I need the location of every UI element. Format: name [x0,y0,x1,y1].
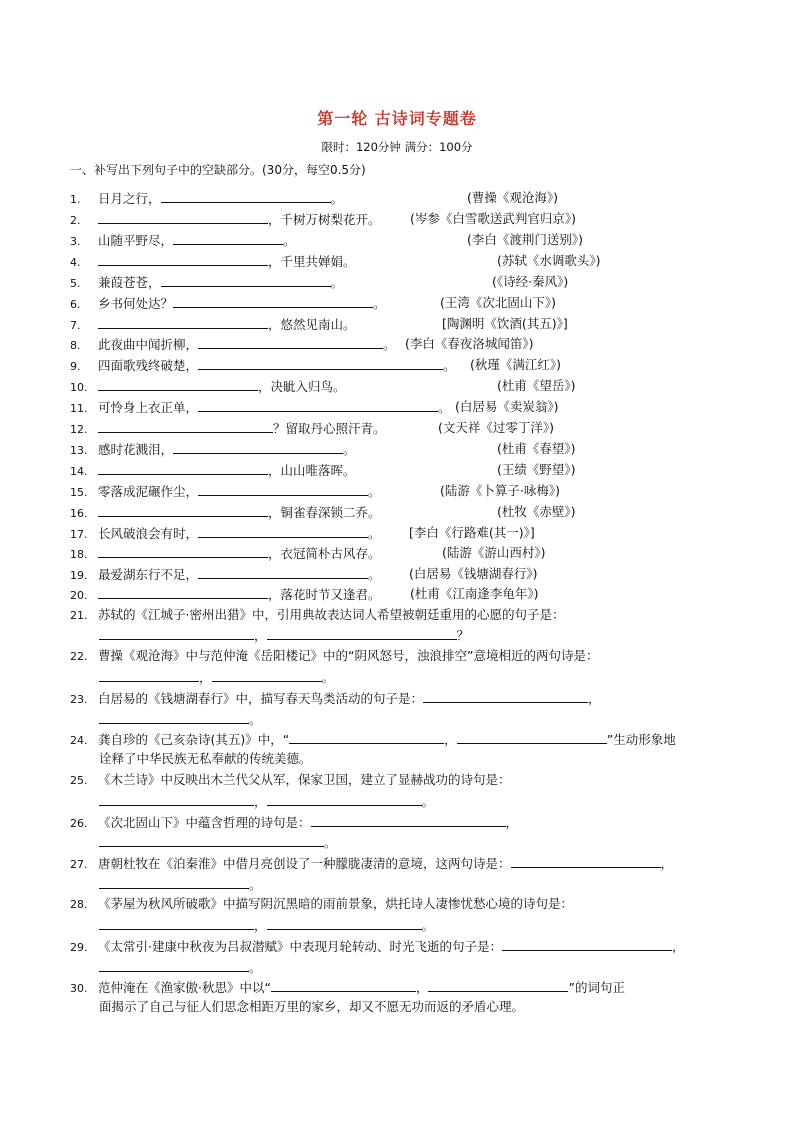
question-source: (李白《渡荆门送别》) [467,232,584,247]
question-number: 23. [70,693,88,706]
question-source: (杜牧《赤壁》) [497,504,576,519]
answer-blank[interactable] [198,397,438,412]
question-row [70,230,730,252]
answer-blank[interactable] [198,523,368,538]
question-prompt: 龚自珍的《己亥杂诗(其五)》中，“ [98,732,290,747]
answer-blank[interactable] [267,791,422,806]
question-number: 25. [70,774,88,787]
question-row [70,355,730,377]
question-number: 19. [70,569,88,582]
answer-blank[interactable] [98,251,268,266]
question-number: 14. [70,465,88,478]
question-prompt: 《茅屋为秋风所破歌》中描写阴沉黑暗的雨前景象，烘托诗人凄惨忧愁心境的诗句是： [98,896,574,911]
punctuation: ， [415,980,429,995]
question-continuation [99,957,262,978]
answer-blank[interactable] [99,874,249,889]
question-row [70,853,730,875]
punctuation: 。 [321,670,335,685]
answer-blank[interactable] [99,791,254,806]
punctuation: ， [588,691,601,706]
question-source: (秋瑾《满江红》) [470,357,562,372]
question-number: 18. [70,548,88,561]
question-prompt: 白居易的《钱塘湖春行》中，描写春天鸟类活动的句子是： [98,691,424,706]
answer-blank[interactable] [98,314,268,329]
question-number: 9. [70,360,81,373]
question-number: 12. [70,423,88,436]
question-row [70,977,730,999]
page-title: 第一轮 古诗词专题卷 [317,109,477,128]
question-text: ，决眦入归鸟。 [258,379,346,394]
question-text: 。 [438,400,451,415]
answer-blank[interactable] [98,418,273,433]
question-number: 24. [70,734,88,747]
question-number: 15. [70,486,88,499]
question-number: 27. [70,858,88,871]
question-source: (岑参《白雪歌送武判官归京》) [410,211,577,226]
question-text: 。 [443,358,456,373]
question-row [70,543,730,565]
question-number: 1. [70,193,81,206]
question-row [70,502,730,524]
question-text: 。 [368,526,381,541]
answer-blank[interactable] [289,729,444,744]
question-text: ，千里共婵娟。 [268,254,356,269]
question-text: ”的词句正 [568,980,625,995]
question-row [70,376,730,398]
question-source: (《诗经·秦风》) [492,274,569,289]
punctuation: 。 [421,918,435,933]
question-prompt: 《次北固山下》中蕴含哲理的诗句是： [98,815,311,830]
question-row [70,729,730,751]
answer-blank[interactable] [198,355,443,370]
question-number: 22. [70,650,88,663]
question-text: 。 [373,296,386,311]
question-text: 。 [343,442,356,457]
punctuation: ， [505,815,519,830]
question-prompt: 曹操《观沧海》中与范仲淹《岳阳楼记》中的“阴风怒号，浊浪排空”意境相近的两句诗是： [98,648,599,663]
question-number: 26. [70,817,88,830]
question-row [70,481,730,503]
question-prompt: 最爱湖东行不足， [98,567,199,582]
question-number: 13. [70,444,88,457]
question-row [70,460,730,482]
answer-blank[interactable] [212,667,322,682]
question-source: (文天祥《过零丁洋》) [438,420,555,435]
question-text: 诠释了中华民族无私奉献的传统美德。 [99,751,312,766]
answer-blank[interactable] [311,812,506,827]
answer-blank[interactable] [99,667,199,682]
question-prompt: 日月之行， [98,191,161,206]
question-row [70,209,730,231]
question-continuation [99,874,262,895]
question-number: 17. [70,528,88,541]
answer-blank[interactable] [98,543,268,558]
question-text: ，千树万树梨花开。 [268,212,381,227]
question-row [70,272,730,294]
question-continuation [99,709,262,730]
question-prompt: 《木兰诗》中反映出木兰代父从军，保家卫国，建立了显赫战功的诗句是： [98,772,511,787]
question-prompt: 此夜曲中闻折柳， [98,337,199,352]
punctuation: 。 [324,835,337,850]
question-number: 20. [70,589,88,602]
question-source: (苏轼《水调歌头》) [497,253,601,268]
question-number: 2. [70,214,81,227]
question-continuation [99,667,334,688]
question-number: 16. [70,507,88,520]
answer-blank[interactable] [161,188,331,203]
question-continuation [99,625,469,646]
punctuation: 。 [421,794,435,809]
question-text: ，衣冠简朴古风存。 [268,546,381,561]
question-prompt: 山随平野尽， [98,233,174,248]
answer-blank[interactable] [198,481,368,496]
question-text: ，铜雀春深锁二乔。 [268,505,381,520]
answer-blank[interactable] [457,729,607,744]
question-row [70,936,730,958]
punctuation: 。 [249,960,262,975]
question-row [70,293,730,315]
question-continuation [99,791,434,812]
question-number: 5. [70,277,81,290]
punctuation: ， [254,794,267,809]
question-source: (王湾《次北固山下》) [440,295,557,310]
answer-blank[interactable] [198,334,383,349]
question-prompt: 可怜身上衣正单， [98,400,199,415]
question-prompt: 感时花溅泪， [98,442,174,457]
punctuation: ， [671,939,685,954]
question-row [70,605,730,626]
question-prompt: 四面歌残终破楚， [98,358,199,373]
punctuation: ， [199,670,212,685]
question-number: 21. [70,609,88,622]
question-row [70,812,730,834]
question-row [70,314,730,336]
question-source: (王绩《野望》) [497,462,576,477]
answer-blank[interactable] [267,915,422,930]
question-prompt: 兼葭苍苍， [98,275,161,290]
question-text: ？留取丹心照汗青。 [273,421,386,436]
question-prompt: 乡书何处达？ [98,296,174,311]
question-source: (杜甫《江南逢李龟年》) [410,586,539,601]
question-text: ，落花时节又逢君。 [268,587,381,602]
answer-blank[interactable] [98,502,268,517]
answer-blank[interactable] [98,376,258,391]
section-heading: 一、补写出下列句子中的空缺部分。(30分，每空0.5分) [70,163,366,177]
question-row [70,523,730,545]
question-number: 10. [70,381,88,394]
question-continuation [99,915,434,936]
answer-blank[interactable] [173,439,343,454]
question-prompt: 苏轼的《江城子·密州出猎》中，引用典故表达词人希望被朝廷重用的心愿的句子是： [98,607,565,622]
answer-blank[interactable] [99,832,324,847]
question-row [70,418,730,440]
punctuation: ？ [456,628,470,643]
question-text: 。 [330,191,344,206]
question-text: 。 [283,233,296,248]
answer-blank[interactable] [173,293,373,308]
question-row [70,646,730,667]
punctuation: ， [254,628,267,643]
question-row [70,894,730,915]
question-text: ，悠然见南山。 [268,317,356,332]
question-text: 面揭示了自己与征人们思念相距万里的家乡，却又不愿无功而返的矛盾心理。 [99,999,525,1014]
answer-blank[interactable] [267,625,457,640]
question-text: 。 [383,337,396,352]
answer-blank[interactable] [98,209,268,224]
punctuation: 。 [249,712,262,727]
answer-blank[interactable] [99,625,254,640]
question-number: 4. [70,256,81,269]
punctuation: ， [444,732,457,747]
question-source: (白居易《钱塘湖春行》) [409,566,538,581]
question-row [70,334,730,356]
question-text: 。 [330,275,344,290]
question-source: (曹操《观沧海》) [467,190,559,205]
question-continuation [99,749,312,769]
answer-blank[interactable] [98,584,268,599]
question-row [70,770,730,791]
question-row [70,397,730,419]
question-row [70,584,730,606]
answer-blank[interactable] [98,460,268,475]
answer-blank[interactable] [428,977,568,992]
question-prompt: 范仲淹在《渔家傲·秋思》中以“ [98,980,271,995]
question-number: 6. [70,298,81,311]
question-source: (陆游《游山西村》) [442,545,546,560]
question-prompt: 《太常引·建康中秋夜为吕叔潜赋》中表现月轮转动、时光飞逝的句子是： [98,939,502,954]
question-source: [李白《行路难(其一)》] [409,525,535,540]
question-text: ”生动形象地 [606,732,676,747]
answer-blank[interactable] [511,853,661,868]
question-text: ，山山唯落晖。 [268,463,356,478]
question-source: (杜甫《春望》) [497,441,576,456]
question-row [70,688,730,710]
question-prompt: 唐朝杜牧在《泊秦淮》中借月亮创设了一种朦胧凄清的意境，这两句诗是： [98,856,511,871]
question-row [70,188,730,210]
question-number: 30. [70,982,88,995]
question-number: 11. [70,402,88,415]
question-prompt: 零落成泥碾作尘， [98,484,199,499]
question-number: 28. [70,898,88,911]
time-limit-score: 限时：120分钟 满分：100分 [321,140,473,154]
question-continuation [99,997,524,1017]
answer-blank[interactable] [502,936,672,951]
question-continuation [99,832,337,853]
question-number: 3. [70,235,81,248]
question-source: [陶渊明《饮酒(其五)》] [442,316,568,331]
question-number: 29. [70,941,88,954]
question-prompt: 长风破浪会有时， [98,526,199,541]
question-source: (杜甫《望岳》) [497,378,576,393]
answer-blank[interactable] [173,230,283,245]
question-text: 。 [368,484,381,499]
answer-blank[interactable] [198,564,368,579]
question-row [70,251,730,273]
question-source: (陆游《卜算子·咏梅》) [440,483,560,498]
answer-blank[interactable] [99,709,249,724]
question-source: (李白《春夜洛城闻笛》) [405,336,534,351]
question-row [70,564,730,586]
answer-blank[interactable] [99,915,254,930]
question-row [70,439,730,461]
punctuation: 。 [249,877,262,892]
question-number: 8. [70,339,81,352]
punctuation: ， [660,856,674,871]
question-number: 7. [70,319,81,332]
answer-blank[interactable] [99,957,249,972]
question-source: (白居易《卖炭翁》) [455,399,559,414]
answer-blank[interactable] [423,688,588,703]
punctuation: ， [254,918,267,933]
answer-blank[interactable] [161,272,331,287]
answer-blank[interactable] [271,977,416,992]
question-text: 。 [368,567,381,582]
